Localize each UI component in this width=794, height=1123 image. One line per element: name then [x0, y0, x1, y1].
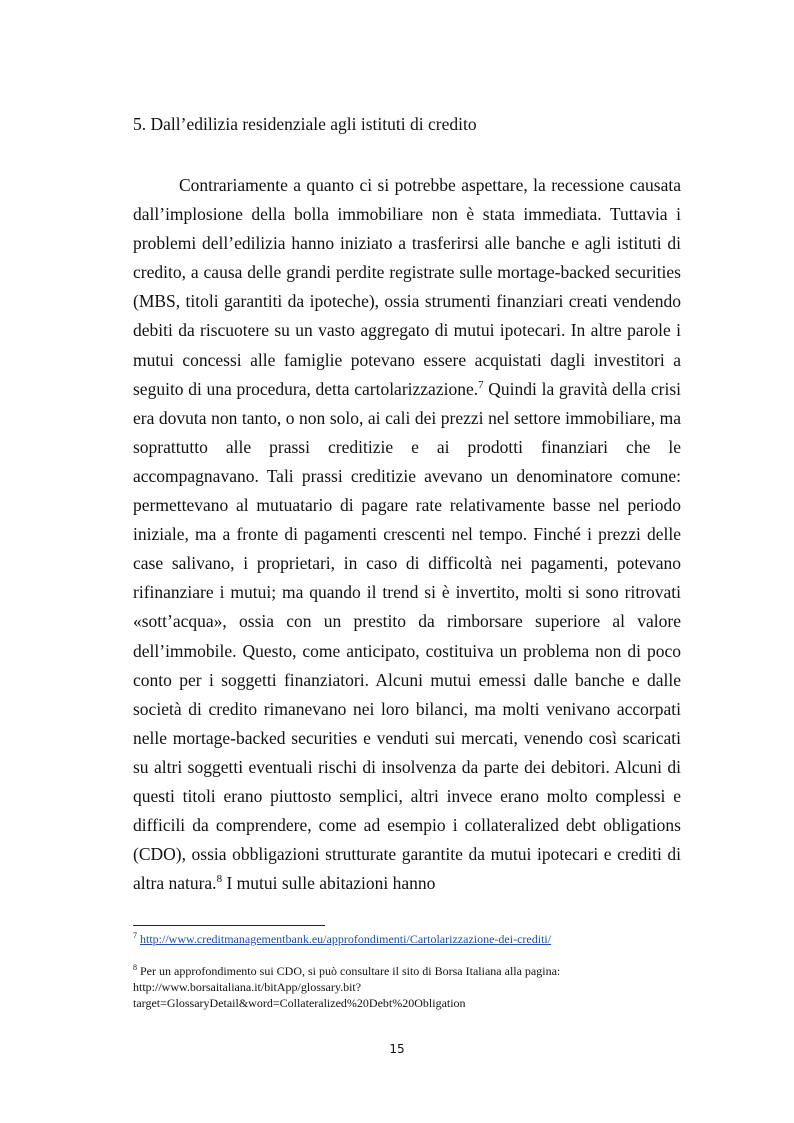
- footnote-separator: [133, 925, 325, 926]
- footnote-7-number: 7: [133, 931, 137, 940]
- paragraph-text-part-1: Contrariamente a quanto ci si potrebbe aspettare, la recessione causata dall’implosione della bolla immobiliare non è stata immediata. Tuttavia i problemi dell’edilizia hanno iniziato a trasferirsi alle banche e agli istituti di credito, a causa delle grandi perdite registrate sulle mortage-backed securities (MBS, titoli garantiti da ipoteche), ossia strumenti finanziari creati vendendo debiti da riscuotere su un vasto aggregato di mutui ipotecari. In altre parole i mutui concessi alle famiglie potevano essere acquistati dagli investitori a seguito di una procedura, detta cartolarizzazione.: [133, 175, 681, 399]
- paragraph-text-part-3: I mutui sulle abitazioni hanno: [222, 873, 436, 894]
- footnote-8: [133, 963, 683, 1011]
- paragraph-text-part-2: Quindi la gravità della crisi era dovuta non tanto, o non solo, ai cali dei prezzi nel settore immobiliare, ma soprattutto alle prassi creditizie e ai prodotti finanziari che le accompagnavano. Tali prassi creditizie avevano un denominatore comune: permettevano al mutuatario di pagare rate relativamente basse nel periodo iniziale, ma a fronte di pagamenti crescenti nel tempo. Finché i prezzi delle case salivano, i proprietari, in caso di difficoltà nei pagamenti, potevano rifinanziare i mutui; ma quando il trend si è invertito, molti si sono ritrovati «sott’acqua», ossia con un prestito da rimborsare superiore al valore dell’immobile. Questo, come anticipato, costituiva un problema non di poco conto per i soggetti finanziatori. Alcuni mutui emessi dalle banche e dalle società di credito rimanevano nei loro bilanci, ma molti venivano accorpati nelle mortage-backed securities e venduti sui mercati, venendo così scaricati su altri soggetti eventuali rischi di insolvenza da parte dei debitori. Alcuni di questi titoli erano piuttosto semplici, altri invece erano molto complessi e difficili da comprendere, come ad esempio i collateralized debt obligations (CDO), ossia obbligazioni strutturate garantite da mutui ipotecari e crediti di altra natura.: [133, 378, 682, 894]
- footnote-7-link[interactable]: http://www.creditmanagementbank.eu/approfondimenti/Cartolarizzazione-dei-crediti/: [140, 932, 552, 946]
- footnote-8-number: 8: [133, 963, 137, 972]
- section-heading: 5. Dall’edilizia residenziale agli istituti di credito: [133, 114, 477, 134]
- page-number: 15: [389, 1042, 405, 1056]
- footnote-ref-7[interactable]: 7: [478, 378, 484, 391]
- footnote-7: [133, 931, 683, 947]
- footnote-ref-8[interactable]: 8: [216, 873, 223, 886]
- footnote-8-text: Per un approfondimento sui CDO, si può consultare il sito di Borsa Italiana alla pagina: http://www.borsaitaliana.it/bitApp/glossary.bit?target=GlossaryDetail&word=Collateralized%20Debt%20Obligation: [133, 964, 561, 1010]
- body-paragraph: [133, 171, 681, 898]
